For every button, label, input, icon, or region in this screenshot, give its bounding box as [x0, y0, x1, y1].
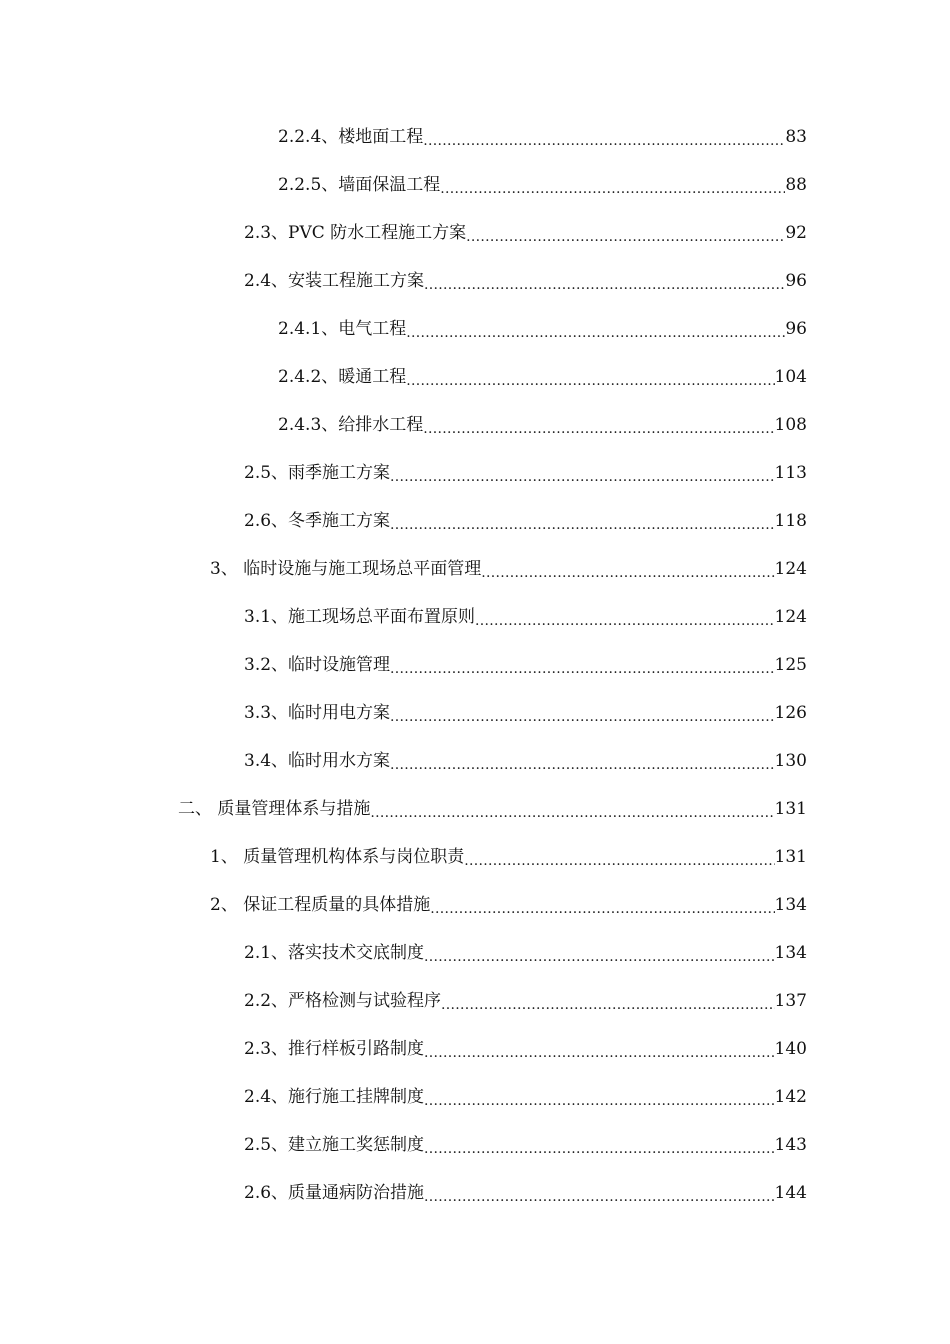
toc-entry[interactable]: [0, 353, 950, 401]
toc-entry-title: 2.6、质量通病防治措施: [244, 1183, 425, 1203]
toc-dot-leader: [390, 641, 775, 689]
toc-entry[interactable]: [0, 977, 950, 1025]
toc-entry-page: 118: [774, 511, 807, 531]
toc-entry-page: 92: [785, 223, 807, 243]
toc-entry-page: 126: [774, 703, 807, 723]
toc-dot-leader: [475, 593, 775, 641]
table-of-contents: [0, 113, 950, 1217]
toc-entry-page: 83: [785, 127, 807, 147]
toc-entry-page: 88: [785, 175, 807, 195]
toc-entry[interactable]: [0, 785, 950, 833]
toc-entry-title: 2.3、PVC 防水工程施工方案: [244, 223, 467, 243]
toc-entry[interactable]: [0, 929, 950, 977]
toc-entry[interactable]: [0, 113, 950, 161]
toc-dot-leader: [464, 833, 774, 881]
toc-entry-page: 140: [774, 1039, 807, 1059]
toc-dot-leader: [481, 545, 774, 593]
toc-entry-page: 143: [774, 1135, 807, 1155]
toc-entry[interactable]: [0, 497, 950, 545]
toc-entry-page: 124: [774, 607, 807, 627]
toc-entry[interactable]: [0, 1073, 950, 1121]
toc-entry-page: 144: [774, 1183, 807, 1203]
toc-entry-page: 113: [774, 463, 807, 483]
toc-entry-page: 134: [774, 895, 807, 915]
toc-entry[interactable]: [0, 209, 950, 257]
toc-entry-title: 2.4.3、给排水工程: [278, 415, 424, 435]
toc-entry-title: 3、 临时设施与施工现场总平面管理: [210, 559, 482, 579]
toc-dot-leader: [424, 1169, 775, 1217]
toc-entry[interactable]: [0, 449, 950, 497]
toc-entry[interactable]: [0, 1025, 950, 1073]
toc-entry-title: 2.4.1、电气工程: [278, 319, 407, 339]
toc-entry-title: 2.6、冬季施工方案: [244, 511, 391, 531]
toc-dot-leader: [406, 305, 785, 353]
toc-dot-leader: [370, 785, 774, 833]
toc-entry[interactable]: [0, 257, 950, 305]
toc-entry-page: 125: [774, 655, 807, 675]
toc-entry[interactable]: [0, 881, 950, 929]
toc-entry-title: 2、 保证工程质量的具体措施: [210, 895, 431, 915]
toc-entry-page: 96: [785, 319, 807, 339]
toc-entry-page: 130: [774, 751, 807, 771]
toc-entry-title: 1、 质量管理机构体系与岗位职责: [210, 847, 465, 867]
toc-entry-title: 3.2、临时设施管理: [244, 655, 391, 675]
toc-dot-leader: [423, 401, 774, 449]
toc-entry-title: 2.4.2、暖通工程: [278, 367, 407, 387]
toc-dot-leader: [466, 209, 785, 257]
toc-entry-title: 3.4、临时用水方案: [244, 751, 391, 771]
toc-entry-title: 3.3、临时用电方案: [244, 703, 391, 723]
toc-entry-page: 131: [774, 847, 807, 867]
toc-entry[interactable]: [0, 641, 950, 689]
toc-entry[interactable]: [0, 1121, 950, 1169]
toc-entry-title: 2.2.4、楼地面工程: [278, 127, 424, 147]
toc-dot-leader: [390, 737, 775, 785]
toc-entry-page: 104: [774, 367, 807, 387]
toc-entry-title: 2.3、推行样板引路制度: [244, 1039, 425, 1059]
toc-dot-leader: [424, 1025, 775, 1073]
toc-entry[interactable]: [0, 737, 950, 785]
toc-entry-page: 142: [774, 1087, 807, 1107]
toc-entry[interactable]: [0, 161, 950, 209]
toc-entry-title: 3.1、施工现场总平面布置原则: [244, 607, 476, 627]
toc-dot-leader: [406, 353, 774, 401]
toc-dot-leader: [424, 929, 775, 977]
toc-entry[interactable]: [0, 1169, 950, 1217]
toc-entry[interactable]: [0, 689, 950, 737]
toc-entry-title: 2.4、施行施工挂牌制度: [244, 1087, 425, 1107]
toc-entry[interactable]: [0, 305, 950, 353]
toc-entry-title: 2.2、严格检测与试验程序: [244, 991, 442, 1011]
toc-dot-leader: [424, 1073, 775, 1121]
toc-dot-leader: [430, 881, 774, 929]
toc-entry-page: 108: [774, 415, 807, 435]
toc-entry[interactable]: [0, 545, 950, 593]
toc-dot-leader: [424, 1121, 775, 1169]
toc-dot-leader: [440, 161, 785, 209]
toc-entry-title: 二、 质量管理体系与措施: [178, 799, 371, 819]
toc-entry-title: 2.5、雨季施工方案: [244, 463, 391, 483]
toc-entry-title: 2.5、建立施工奖惩制度: [244, 1135, 425, 1155]
toc-dot-leader: [424, 257, 785, 305]
toc-dot-leader: [390, 449, 775, 497]
toc-entry-title: 2.1、落实技术交底制度: [244, 943, 425, 963]
toc-entry-title: 2.4、安装工程施工方案: [244, 271, 425, 291]
toc-entry-page: 124: [774, 559, 807, 579]
toc-entry[interactable]: [0, 401, 950, 449]
toc-entry-page: 134: [774, 943, 807, 963]
toc-entry[interactable]: [0, 833, 950, 881]
toc-entry[interactable]: [0, 593, 950, 641]
toc-entry-title: 2.2.5、墙面保温工程: [278, 175, 441, 195]
toc-dot-leader: [390, 497, 775, 545]
toc-entry-page: 96: [785, 271, 807, 291]
toc-dot-leader: [423, 113, 785, 161]
toc-dot-leader: [441, 977, 775, 1025]
toc-entry-page: 131: [774, 799, 807, 819]
toc-entry-page: 137: [774, 991, 807, 1011]
toc-dot-leader: [390, 689, 775, 737]
